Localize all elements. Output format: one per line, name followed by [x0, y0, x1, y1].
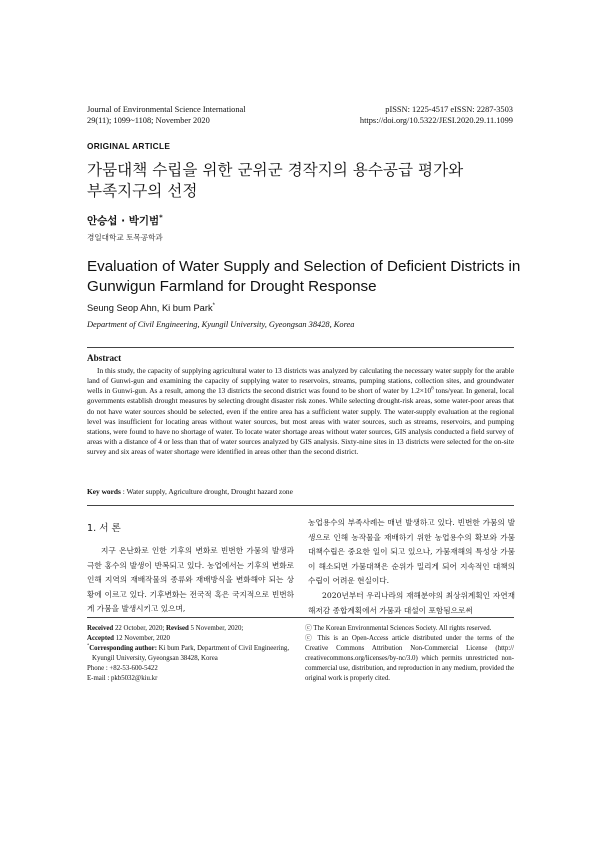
corresponding-author-address: Kyungil University, Gyeongsan 38428, Korea — [92, 655, 218, 663]
article-history-footnote — [87, 624, 297, 685]
journal-citation: 29(11); 1099~1108; November 2020 — [87, 116, 210, 125]
title-english-line-2: Gunwigun Farmland for Drought Response — [87, 278, 377, 295]
abstract-exponent: 6 — [431, 386, 434, 392]
title-english — [87, 257, 527, 297]
doi-link[interactable]: https://doi.org/10.5322/JESI.2020.29.11.1099 — [359, 116, 513, 125]
abstract-top-rule — [87, 347, 514, 348]
body-column-right — [308, 516, 515, 618]
article-type: ORIGINAL ARTICLE — [87, 141, 171, 151]
journal-info — [87, 104, 246, 126]
corresponding-author-name: Ki bum Park, Department of Civil Engineering, — [156, 645, 290, 653]
history-line-2 — [87, 634, 297, 644]
corresponding-author-mark-en: * — [212, 302, 215, 309]
abstract-heading: Abstract — [87, 353, 122, 363]
history-line-1 — [87, 624, 297, 634]
authors-english-names: Seung Seop Ahn, Ki bum Park — [87, 303, 213, 313]
footnote-rule — [87, 617, 514, 618]
title-korean-line-2: 부족지구의 선정 — [87, 182, 198, 200]
affiliation-english: Department of Civil Engineering, Kyungil University, Gyeongsan 38428, Korea — [87, 320, 355, 329]
copyright-notice: ⓒ The Korean Environmental Sciences Society. All rights reserved. — [305, 625, 492, 632]
body-column-left: 지구 온난화로 인한 기후의 변화로 빈번한 가뭄의 발생과 극한 홍수의 발생이 반복되고 있다. 농업에서는 기후의 변화로 인해 지역의 재배작물의 종류와 재배방식을 변화해야 되는 상황에 이르고 있다. 기후변화는 전국적 혹은 국지적으로 빈번하게 가뭄을 발생시키고 있으며, — [87, 546, 294, 614]
authors-english — [87, 303, 215, 313]
authors-korean — [87, 213, 163, 228]
corresponding-email[interactable]: E-mail : pkb5032@kiu.kr — [87, 675, 158, 683]
abstract-text-part-1: In this study, the capacity of supplying agricultural water to 13 districts was analyzed by calculating the necessary water supply for the arable land of Gunwi-gun and examining the capacity of supplying water to reservoirs, streams, pumping stations, collection sites, and groundwater wells in Gunwi-gun. As a result, among the 13 districts the second district was found to be short of water by 1.2×10 — [87, 366, 514, 396]
journal-identifiers — [360, 104, 513, 126]
accepted-label: Accepted — [87, 635, 114, 643]
keywords-text: : Water supply, Agriculture drought, Drought hazard zone — [120, 487, 293, 496]
corresponding-author-mark: * — [159, 213, 163, 222]
corresponding-author-line — [87, 644, 297, 654]
body-paragraph-1: 농업용수의 부족사례는 매년 발생하고 있다. 빈번한 가뭄의 발생으로 인해 농작물을 재배하기 위한 농업용수의 확보와 가뭄대책수립은 중요한 일이 되고 있으나, 가뭄재해의 특성상 가뭄이 해소되면 가뭄대책은 순위가 밀리게 되어 지속적인 대책의 수립이 어려운 현실이다. — [308, 518, 515, 586]
body-paragraph-2: 2020년부터 우리나라의 재해분야의 최상위계획인 자연재해저감 종합계획에서 가뭄과 대설이 포함됨으로써 — [308, 590, 515, 615]
corresponding-author-label: Corresponding author: — [89, 645, 157, 653]
corresponding-mark: * — [87, 642, 90, 648]
revised-label: Revised — [166, 625, 189, 632]
license-footnote — [305, 624, 514, 685]
title-english-line-1: Evaluation of Water Supply and Selection of Deficient Districts in — [87, 258, 521, 275]
received-label: Received — [87, 625, 114, 632]
revised-date: 5 November, 2020; — [188, 625, 244, 632]
abstract-body — [87, 366, 514, 457]
keywords-label: Key words — [87, 487, 121, 496]
title-korean-line-1: 가뭄대책 수립을 위한 군위군 경작지의 용수공급 평가와 — [87, 161, 464, 179]
abstract-bottom-rule — [87, 505, 514, 506]
section-heading-introduction: 1. 서 론 — [87, 523, 121, 534]
affiliation-korean: 경일대학교 토목공학과 — [87, 233, 163, 242]
title-korean — [87, 160, 517, 202]
keywords — [87, 487, 514, 496]
issn: pISSN: 1225-4517 eISSN: 2287-3503 — [385, 105, 513, 114]
accepted-date: 12 November, 2020 — [113, 635, 170, 643]
corresponding-phone: Phone : +82-53-600-5422 — [87, 665, 158, 673]
abstract-text-part-2: tons/year. In general, local governments establish drought measures by selecting drought disaster risk zones. While selecting drought-risk areas, some water-poor areas that do not have water sources should be selected, even if the entire area has a sufficient water supply. The water-supply evaluation at the regional level was insufficient for locating areas without water sources, but most areas with water sources, such as streams, reservoirs, and pumping stations, were found to have no shortage of water. To locate water shortage areas without water sources, GIS analysis conducted a field survey of areas with a distance of 4 or less than that of water sources analyzed by GIS analysis. Sixty-nine sites in 13 districts were selected for the on-site survey and six areas of water shortage were identified in areas other than the second district. — [87, 386, 514, 457]
license-notice: ⓒ This is an Open-Access article distributed under the terms of the Creative Commons Attribution Non-Commercial License (http:// creativecommons.org/licenses/by-nc/3.0) which permits unrestricted non-commercial use, distribution, and reproduction in any medium, provided the original work is properly cited. — [305, 635, 514, 683]
received-date: 22 October, 2020; — [113, 625, 166, 632]
journal-name: Journal of Environmental Science International — [87, 105, 246, 114]
authors-korean-names: 안승섭 · 박기범 — [87, 215, 160, 227]
